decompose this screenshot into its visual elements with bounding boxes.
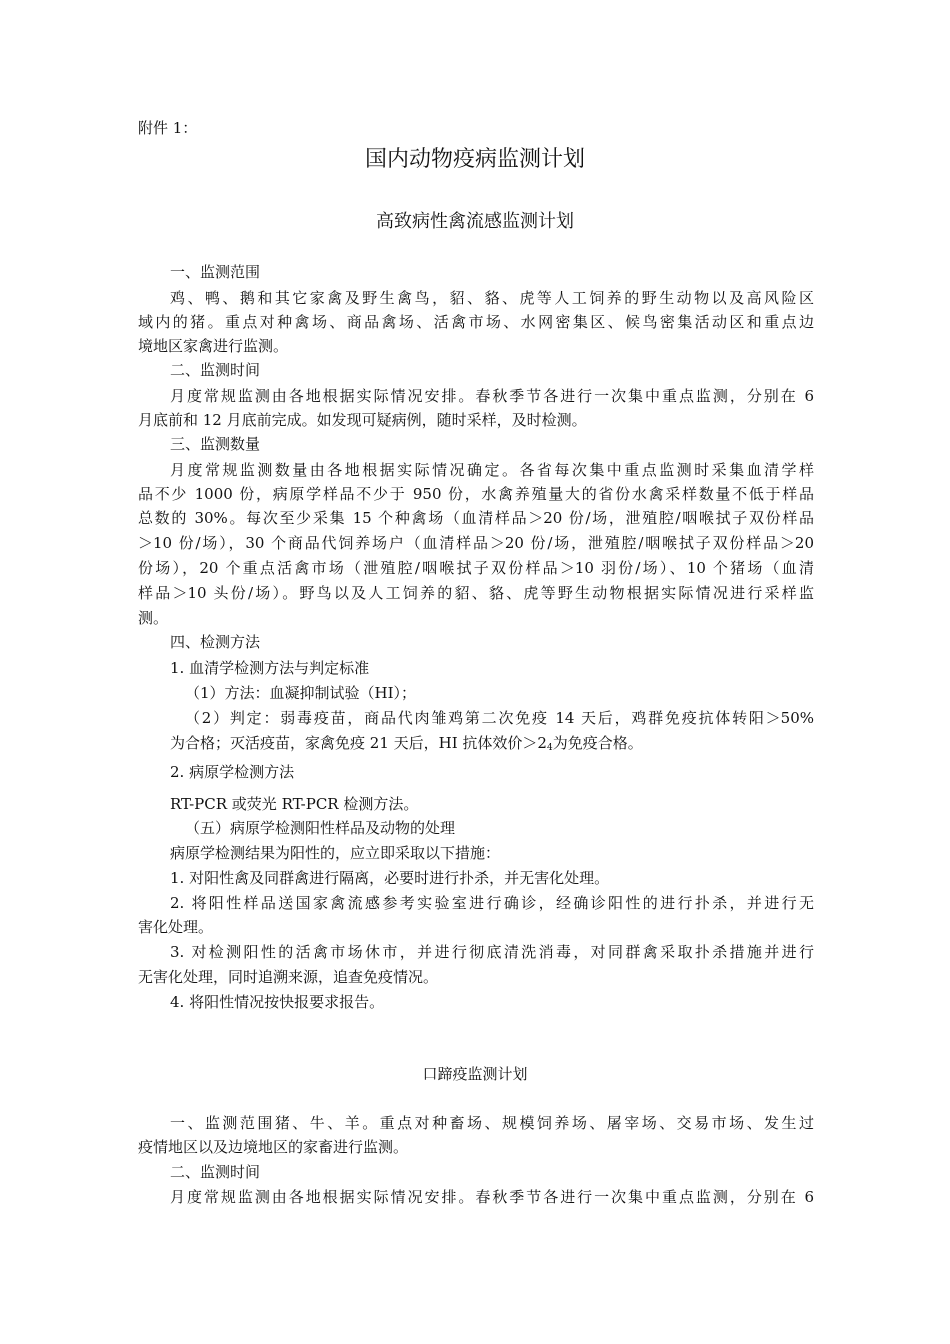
paragraph-line: ＞10 份/场），30 个商品代饲养场户（血清样品＞20 份/场，泄殖腔/咽喉拭子双份样品＞20	[138, 534, 814, 552]
paragraph-line: 域内的猪。重点对种禽场、商品禽场、活禽市场、水网密集区、候鸟密集活动区和重点边	[138, 313, 814, 331]
heading-positive-handling: （五）病原学检测阳性样品及动物的处理	[185, 819, 456, 837]
exponent: 4	[546, 743, 553, 753]
measure-4: 4. 将阳性情况按快报要求报告。	[170, 993, 385, 1011]
measure-3: 3. 对检测阳性的活禽市场休市，并进行彻底清洗消毒，对同群禽采取扑杀措施并进行	[170, 943, 814, 961]
method-serology-criteria-cont	[170, 733, 643, 756]
heading-test-methods: 四、检测方法	[170, 633, 261, 651]
paragraph-line: 总数的 30%。每次至少采集 15 个种禽场（血清样品＞20 份/场，泄殖腔/咽喉拭子双份样品	[138, 509, 814, 527]
attachment-label: 附件 1：	[138, 119, 198, 137]
paragraph-line: 样品＞10 头份/场）。野鸟以及人工饲养的貂、貉、虎等野生动物根据实际情况进行采样监	[138, 584, 814, 602]
paragraph-line: 鸡、鸭、鹅和其它家禽及野生禽鸟，貂、貉、虎等人工饲养的野生动物以及高风险区	[170, 289, 814, 307]
paragraph-line: 份场），20 个重点活禽市场（泄殖腔/咽喉拭子双份样品＞10 羽份/场）、10 个猪场（血清	[138, 559, 814, 577]
paragraph-line: 月底前和 12 月底前完成。如发现可疑病例，随时采样，及时检测。	[138, 411, 587, 429]
method-serology-criteria: （2）判定：弱毒疫苗，商品代肉雏鸡第二次免疫 14 天后，鸡群免疫抗体转阳＞50%	[185, 709, 814, 727]
paragraph-line: 月度常规监测由各地根据实际情况安排。春秋季节各进行一次集中重点监测，分别在 6	[170, 387, 814, 405]
positive-handling-intro: 病原学检测结果为阳性的，应立即采取以下措施：	[170, 844, 501, 862]
section-title-avian-influenza: 高致病性禽流感监测计划	[376, 211, 574, 232]
paragraph-line: 疫情地区以及边境地区的家畜进行监测。	[138, 1138, 409, 1156]
method-serology-heading: 1. 血清学检测方法与判定标准	[170, 659, 370, 677]
paragraph-line: 一、监测范围猪、牛、羊。重点对种畜场、规模饲养场、屠宰场、交易市场、发生过	[170, 1114, 814, 1132]
paragraph-line: 测。	[138, 609, 169, 627]
method-pathogen-text: RT-PCR 或荧光 RT-PCR 检测方法。	[170, 795, 419, 813]
measure-2: 2. 将阳性样品送国家禽流感参考实验室进行确诊，经确诊阳性的进行扑杀，并进行无	[170, 894, 814, 912]
page-title: 国内动物疫病监测计划	[364, 147, 585, 172]
measure-3-cont: 无害化处理，同时追溯来源，追查免疫情况。	[138, 968, 439, 986]
measure-1: 1. 对阳性禽及同群禽进行隔离，必要时进行扑杀，并无害化处理。	[170, 869, 610, 887]
heading-monitoring-time: 二、监测时间	[170, 361, 261, 379]
method-serology-method: （1）方法：血凝抑制试验（HI）；	[185, 684, 417, 702]
heading-monitoring-scope: 一、监测范围	[170, 263, 261, 281]
paragraph-line: 品不少 1000 份，病原学样品不少于 950 份，水禽养殖量大的省份水禽采样数量不低于样品	[138, 485, 814, 503]
measure-2-cont: 害化处理。	[138, 918, 214, 936]
paragraph-line: 月度常规监测由各地根据实际情况安排。春秋季节各进行一次集中重点监测，分别在 6	[170, 1188, 814, 1206]
paragraph-line: 境地区家禽进行监测。	[138, 337, 289, 355]
paragraph-line: 月度常规监测数量由各地根据实际情况确定。各省每次集中重点监测时采集血清学样	[170, 461, 814, 479]
criteria-text-end: 为免疫合格。	[552, 734, 643, 752]
method-pathogen-heading: 2. 病原学检测方法	[170, 763, 295, 781]
heading-monitoring-quantity: 三、监测数量	[170, 435, 261, 453]
heading-monitoring-time-fmd: 二、监测时间	[170, 1163, 261, 1181]
section-title-fmd: 口蹄疫监测计划	[422, 1065, 528, 1083]
criteria-text: 为合格；灭活疫苗，家禽免疫 21 天后，HI 抗体效价＞2	[170, 734, 547, 752]
